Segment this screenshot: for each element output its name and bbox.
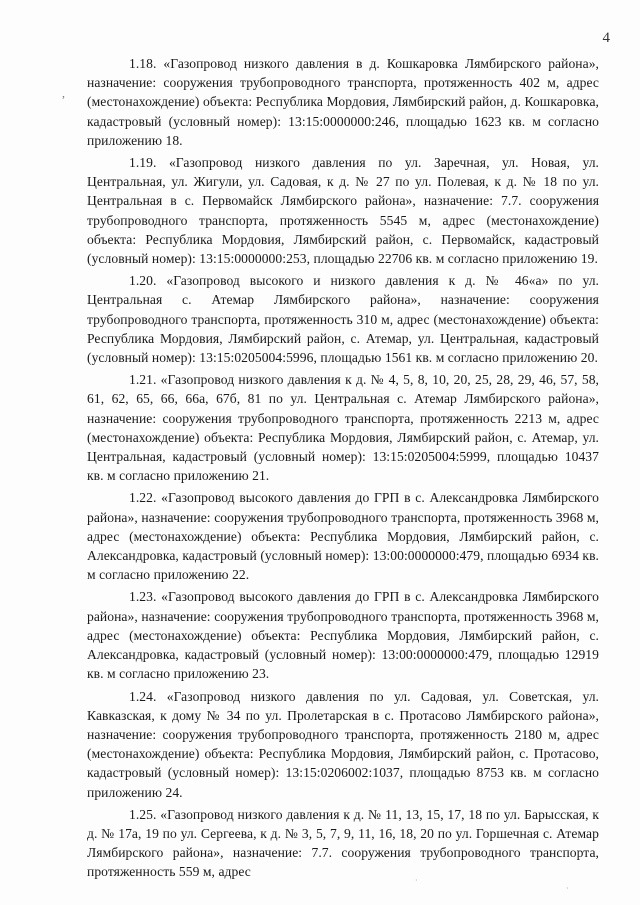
paragraph-1-23: 1.23. «Газопровод высокого давления до ГРП в с. Александровка Лямбирского района», назначение: сооружения трубопроводного транспорта, протяженность 3968 м, адрес (местонахождение) объекта: Республика Мордовия, Лямбирский район, с. Александровка, кадастровый (условный номер): 13:00:0000000:479, площадью 12919 кв. м согласно приложению 23.	[87, 589, 599, 682]
paragraph-1-20: 1.20. «Газопровод высокого и низкого давления к д. № 46«а» по ул. Центральная с. Атемар Лямбирского района», назначение: сооружения трубопроводного транспорта, протяженность 310 м, адрес (местонахождение) объекта: Республика Мордовия, Лямбирский район, с. Атемар, ул. Центральная, кадастровый (условный номер): 13:15:0205004:5996, площадью 1561 кв. м согласно приложению 20.	[87, 273, 599, 366]
page-number: 4	[602, 30, 610, 46]
paragraph-1-25: 1.25. «Газопровод низкого давления к д. № 11, 13, 15, 17, 18 по ул. Барысская, к д. № 17а, 19 по ул. Сергеева, к д. № 3, 5, 7, 9, 11, 16, 18, 20 по ул. Горшечная с. Атемар Лямбирского района», назначение: 7.7. сооружения трубопроводного транспорта, протяженность 559 м, адрес	[87, 806, 599, 880]
paragraph-1-24: 1.24. «Газопровод низкого давления по ул. Садовая, ул. Советская, ул. Кавказская, к дому № 34 по ул. Пролетарская в с. Протасово Лямбирского района», назначение: сооружения трубопроводного транспорта, протяженность 2180 м, адрес (местонахождение) объекта: Республика Мордовия, Лямбирский район, с. Протасово, кадастровый (условный номер): 13:15:0206002:1037, площадью 8753 кв. м согласно приложению 24.	[87, 688, 599, 800]
scan-mark: ,	[62, 86, 65, 100]
paragraph-1-22: 1.22. «Газопровод высокого давления до ГРП в с. Александровка Лямбирского района», назначение: сооружения трубопроводного транспорта, протяженность 3968 м, адрес (местонахождение) объекта: Республика Мордовия, Лямбирский район, с. Александровка, кадастровый (условный номер): 13:00:0000000:479, площадью 6934 кв. м согласно приложению 22.	[87, 490, 599, 583]
paragraph-1-18: 1.18. «Газопровод низкого давления в д. Кошкаровка Лямбирского района», назначение: сооружения трубопроводного транспорта, протяженность 402 м, адрес (местонахождение) объекта: Республика Мордовия, Лямбирский район, д. Кошкаровка, кадастровый (условный номер): 13:15:0000000:246, площадью 1623 кв. м согласно приложению 18.	[87, 56, 599, 148]
paragraph-1-19: 1.19. «Газопровод низкого давления по ул. Заречная, ул. Новая, ул. Центральная, ул. Жигули, ул. Садовая, к д. № 27 по ул. Полевая, к д. № 18 по ул. Центральная в с. Первомайск Лямбирского района», назначение: 7.7. сооружения трубопроводного транспорта, протяженность 5545 м, адрес (местонахождение) объекта: Республика Мордовия, Лямбирский район, с. Первомайск, кадастровый (условный номер): 13:15:0000000:253, площадью 22706 кв. м согласно приложению 19.	[87, 155, 599, 267]
paragraph-1-21: 1.21. «Газопровод низкого давления к д. № 4, 5, 8, 10, 20, 25, 28, 29, 46, 57, 58, 61, 62, 65, 66, 66а, 67б, 81 по ул. Центральная с. Атемар Лямбирского района», назначение: сооружения трубопроводного транспорта, протяженность 2213 м, адрес (местонахождение) объекта: Республика Мордовия, Лямбирский район, с. Атемар, ул. Центральная, кадастровый (условный номер): 13:15:0205004:5999, площадью 10437 кв. м согласно приложению 21.	[87, 372, 599, 484]
scan-speck: ·	[415, 876, 418, 885]
scan-speck: ·	[566, 884, 569, 893]
document-body	[87, 54, 599, 885]
